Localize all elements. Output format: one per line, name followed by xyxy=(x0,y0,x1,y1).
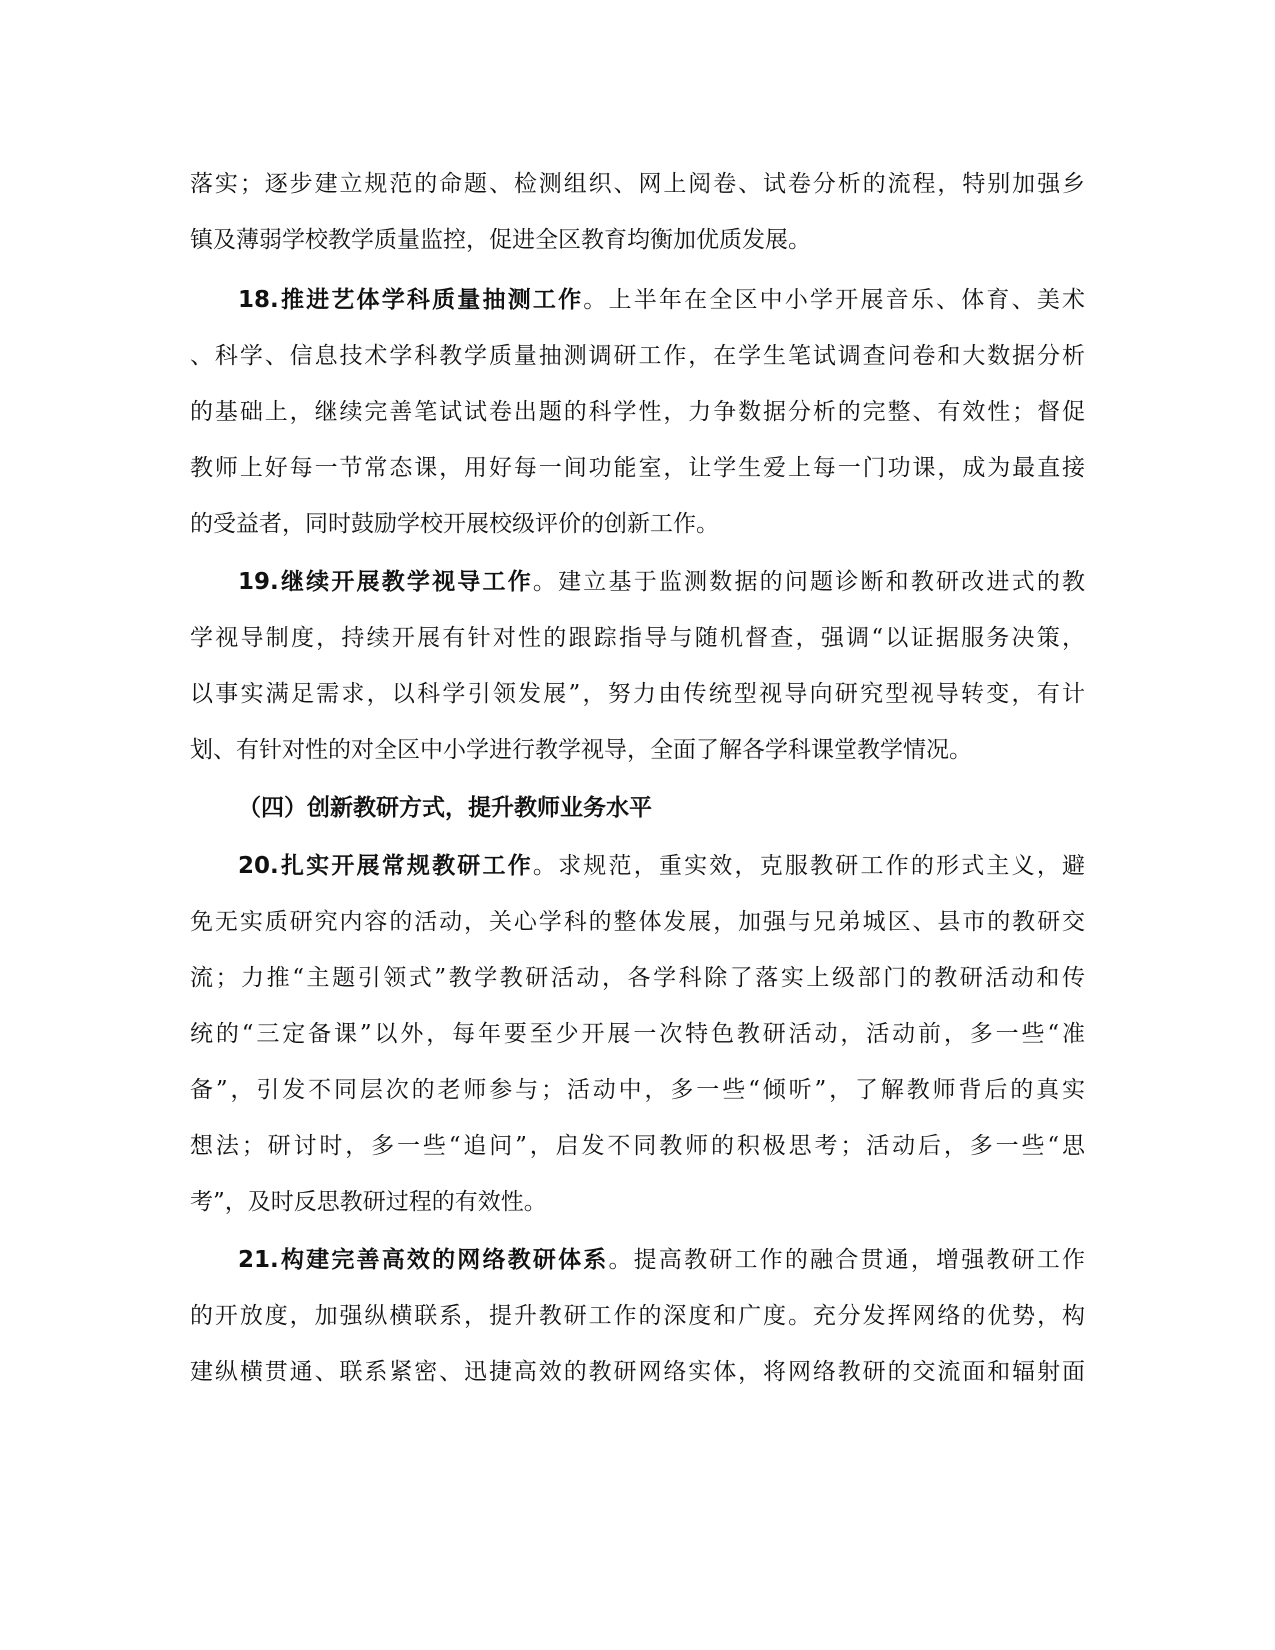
paragraph-line: 学视导制度，持续开展有针对性的跟踪指导与随机督查，强调“以证据服务决策， xyxy=(190,625,1085,651)
paragraph-21-first-line xyxy=(238,1240,1085,1280)
paragraph-line: 的基础上，继续完善笔试试卷出题的科学性，力争数据分析的完整、有效性；督促 xyxy=(190,399,1085,425)
paragraph-19-first-line xyxy=(238,562,1085,602)
paragraph-line: 的受益者，同时鼓励学校开展校级评价的创新工作。 xyxy=(190,511,719,537)
paragraph-line: 以事实满足需求，以科学引领发展”，努力由传统型视导向研究型视导转变，有计 xyxy=(190,681,1085,707)
item-19-text: 。建立基于监测数据的问题诊断和教研改进式的教 xyxy=(532,569,1086,595)
paragraph-line: 的开放度，加强纵横联系，提升教研工作的深度和广度。充分发挥网络的优势，构 xyxy=(190,1303,1085,1329)
paragraph-20-first-line xyxy=(238,846,1085,886)
item-21-title: 21.构建完善高效的网络教研体系 xyxy=(238,1247,609,1273)
item-19-title: 19.继续开展教学视导工作 xyxy=(238,569,533,595)
paragraph-line: 免无实质研究内容的活动，关心学科的整体发展，加强与兄弟城区、县市的教研交 xyxy=(190,909,1085,935)
section-heading: （四）创新教研方式，提升教师业务水平 xyxy=(238,795,652,821)
paragraph-line: 统的“三定备课”以外，每年要至少开展一次特色教研活动，活动前，多一些“准 xyxy=(190,1021,1085,1047)
paragraph-line: 备”，引发不同层次的老师参与；活动中，多一些“倾听”，了解教师背后的真实 xyxy=(190,1077,1085,1103)
paragraph-line: 考”，及时反思教研过程的有效性。 xyxy=(190,1189,547,1215)
item-20-title: 20.扎实开展常规教研工作 xyxy=(238,853,533,879)
item-18-text: 。上半年在全区中小学开展音乐、体育、美术 xyxy=(583,287,1086,313)
paragraph-line: 落实；逐步建立规范的命题、检测组织、网上阅卷、试卷分析的流程，特别加强乡 xyxy=(190,171,1085,197)
paragraph-line: 想法；研讨时，多一些“追问”，启发不同教师的积极思考；活动后，多一些“思 xyxy=(190,1133,1085,1159)
paragraph-line: 流；力推“主题引领式”教学教研活动，各学科除了落实上级部门的教研活动和传 xyxy=(190,965,1085,991)
paragraph-18-first-line xyxy=(238,280,1085,320)
paragraph-line: 划、有针对性的对全区中小学进行教学视导，全面了解各学科课堂教学情况。 xyxy=(190,737,972,763)
item-18-title: 18.推进艺体学科质量抽测工作 xyxy=(238,287,584,313)
paragraph-line: 镇及薄弱学校教学质量监控，促进全区教育均衡加优质发展。 xyxy=(190,227,811,253)
item-21-text: 。提高教研工作的融合贯通，增强教研工作 xyxy=(608,1247,1085,1273)
paragraph-line: 建纵横贯通、联系紧密、迅捷高效的教研网络实体，将网络教研的交流面和辐射面 xyxy=(190,1359,1085,1385)
item-20-text: 。求规范，重实效，克服教研工作的形式主义，避 xyxy=(532,853,1086,879)
paragraph-line: 、科学、信息技术学科教学质量抽测调研工作，在学生笔试调查问卷和大数据分析 xyxy=(190,343,1085,369)
paragraph-line: 教师上好每一节常态课，用好每一间功能室，让学生爱上每一门功课，成为最直接 xyxy=(190,455,1085,481)
